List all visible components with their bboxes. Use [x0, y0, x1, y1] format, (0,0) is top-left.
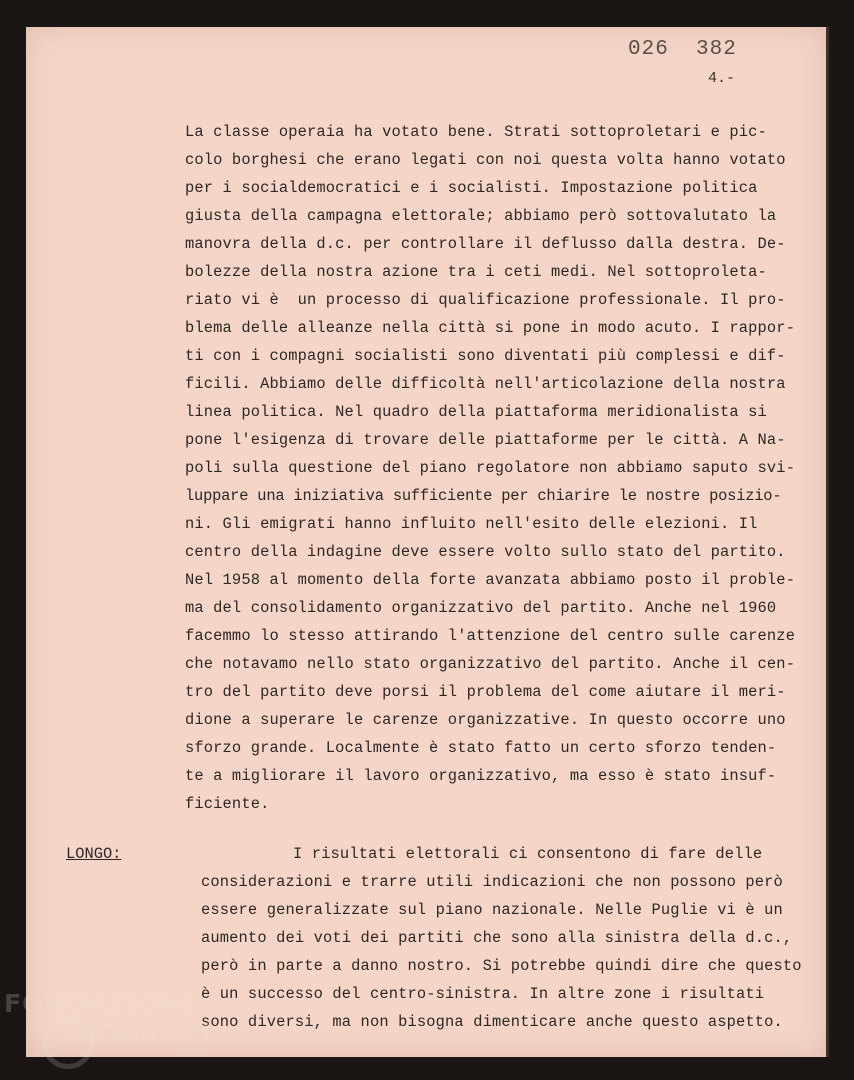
watermark-line2: GRAMSCI: [64, 1019, 213, 1049]
text-line: sforzo grande. Localmente è stato fatto un certo sforzo tenden-: [185, 739, 777, 757]
text-line: ma del consolidamento organizzativo del partito. Anche nel 1960: [185, 599, 777, 617]
page-edge: [826, 27, 829, 1057]
text-line: riato vi è un processo di qualificazione professionale. Il pro-: [185, 291, 786, 309]
text-line: dione a superare le carenze organizzative. In questo occorre uno: [185, 711, 786, 729]
text-line: sono diversi, ma non bisogna dimenticare anche questo aspetto.: [201, 1013, 783, 1031]
text-line: luppare una iniziativa sufficiente per chiarire le nostre posizio-: [185, 487, 782, 505]
text-line: La classe operaia ha votato bene. Strati sottoproletari e pic-: [185, 123, 767, 141]
text-line: considerazioni e trarre utili indicazioni che non possono però: [201, 873, 783, 891]
text-line: linea politica. Nel quadro della piattaforma meridionalista si: [185, 403, 767, 421]
speaker-label: LONGO:: [66, 845, 122, 863]
text-line: poli sulla questione del piano regolatore non abbiamo saputo svi-: [185, 459, 796, 477]
text-line: te a migliorare il lavoro organizzativo, ma esso è stato insuf-: [185, 767, 777, 785]
text-line: per i socialdemocratici e i socialisti. Impostazione politica: [185, 179, 758, 197]
text-line: pone l'esigenza di trovare delle piattaforme per le città. A Na-: [185, 431, 786, 449]
watermark-line3: onlus: [180, 1047, 205, 1057]
text-line: manovra della d.c. per controllare il deflusso dalla destra. De-: [185, 235, 786, 253]
text-line: facemmo lo stesso attirando l'attenzione del centro sulle carenze: [185, 627, 796, 645]
text-line: ti con i compagni socialisti sono diventati più complessi e dif-: [185, 347, 786, 365]
text-line: aumento dei voti dei partiti che sono alla sinistra della d.c.,: [201, 929, 793, 947]
text-line: ficiente.: [185, 795, 270, 813]
text-line: essere generalizzate sul piano nazionale. Nelle Puglie vi è un: [201, 901, 783, 919]
page-number: 4.-: [708, 70, 736, 87]
text-line: I risultati elettorali ci consentono di fare delle: [293, 845, 763, 863]
watermark-line1: FONDAZIONE: [4, 989, 201, 1018]
watermark-logo: [4, 985, 213, 1075]
text-line: ni. Gli emigrati hanno influito nell'esito delle elezioni. Il: [185, 515, 758, 533]
text-line: centro della indagine deve essere volto sullo stato del partito.: [185, 543, 786, 561]
text-line: blema delle alleanze nella città si pone in modo acuto. I rappor-: [185, 319, 796, 337]
text-line: che notavamo nello stato organizzativo del partito. Anche il cen-: [185, 655, 796, 673]
text-line: bolezze della nostra azione tra i ceti medi. Nel sottoproleta-: [185, 263, 767, 281]
text-line: giusta della campagna elettorale; abbiamo però sottovalutato la: [185, 207, 777, 225]
text-line: ficili. Abbiamo delle difficoltà nell'articolazione della nostra: [185, 375, 786, 393]
text-line: però in parte a danno nostro. Si potrebbe quindi dire che questo: [201, 957, 802, 975]
text-line: è un successo del centro-sinistra. In altre zone i risultati: [201, 985, 765, 1003]
text-line: Nel 1958 al momento della forte avanzata abbiamo posto il proble-: [185, 571, 796, 589]
archive-number: 026 382: [628, 38, 737, 61]
text-line: tro del partito deve porsi il problema del come aiutare il meri-: [185, 683, 786, 701]
text-line: colo borghesi che erano legati con noi questa volta hanno votato: [185, 151, 786, 169]
